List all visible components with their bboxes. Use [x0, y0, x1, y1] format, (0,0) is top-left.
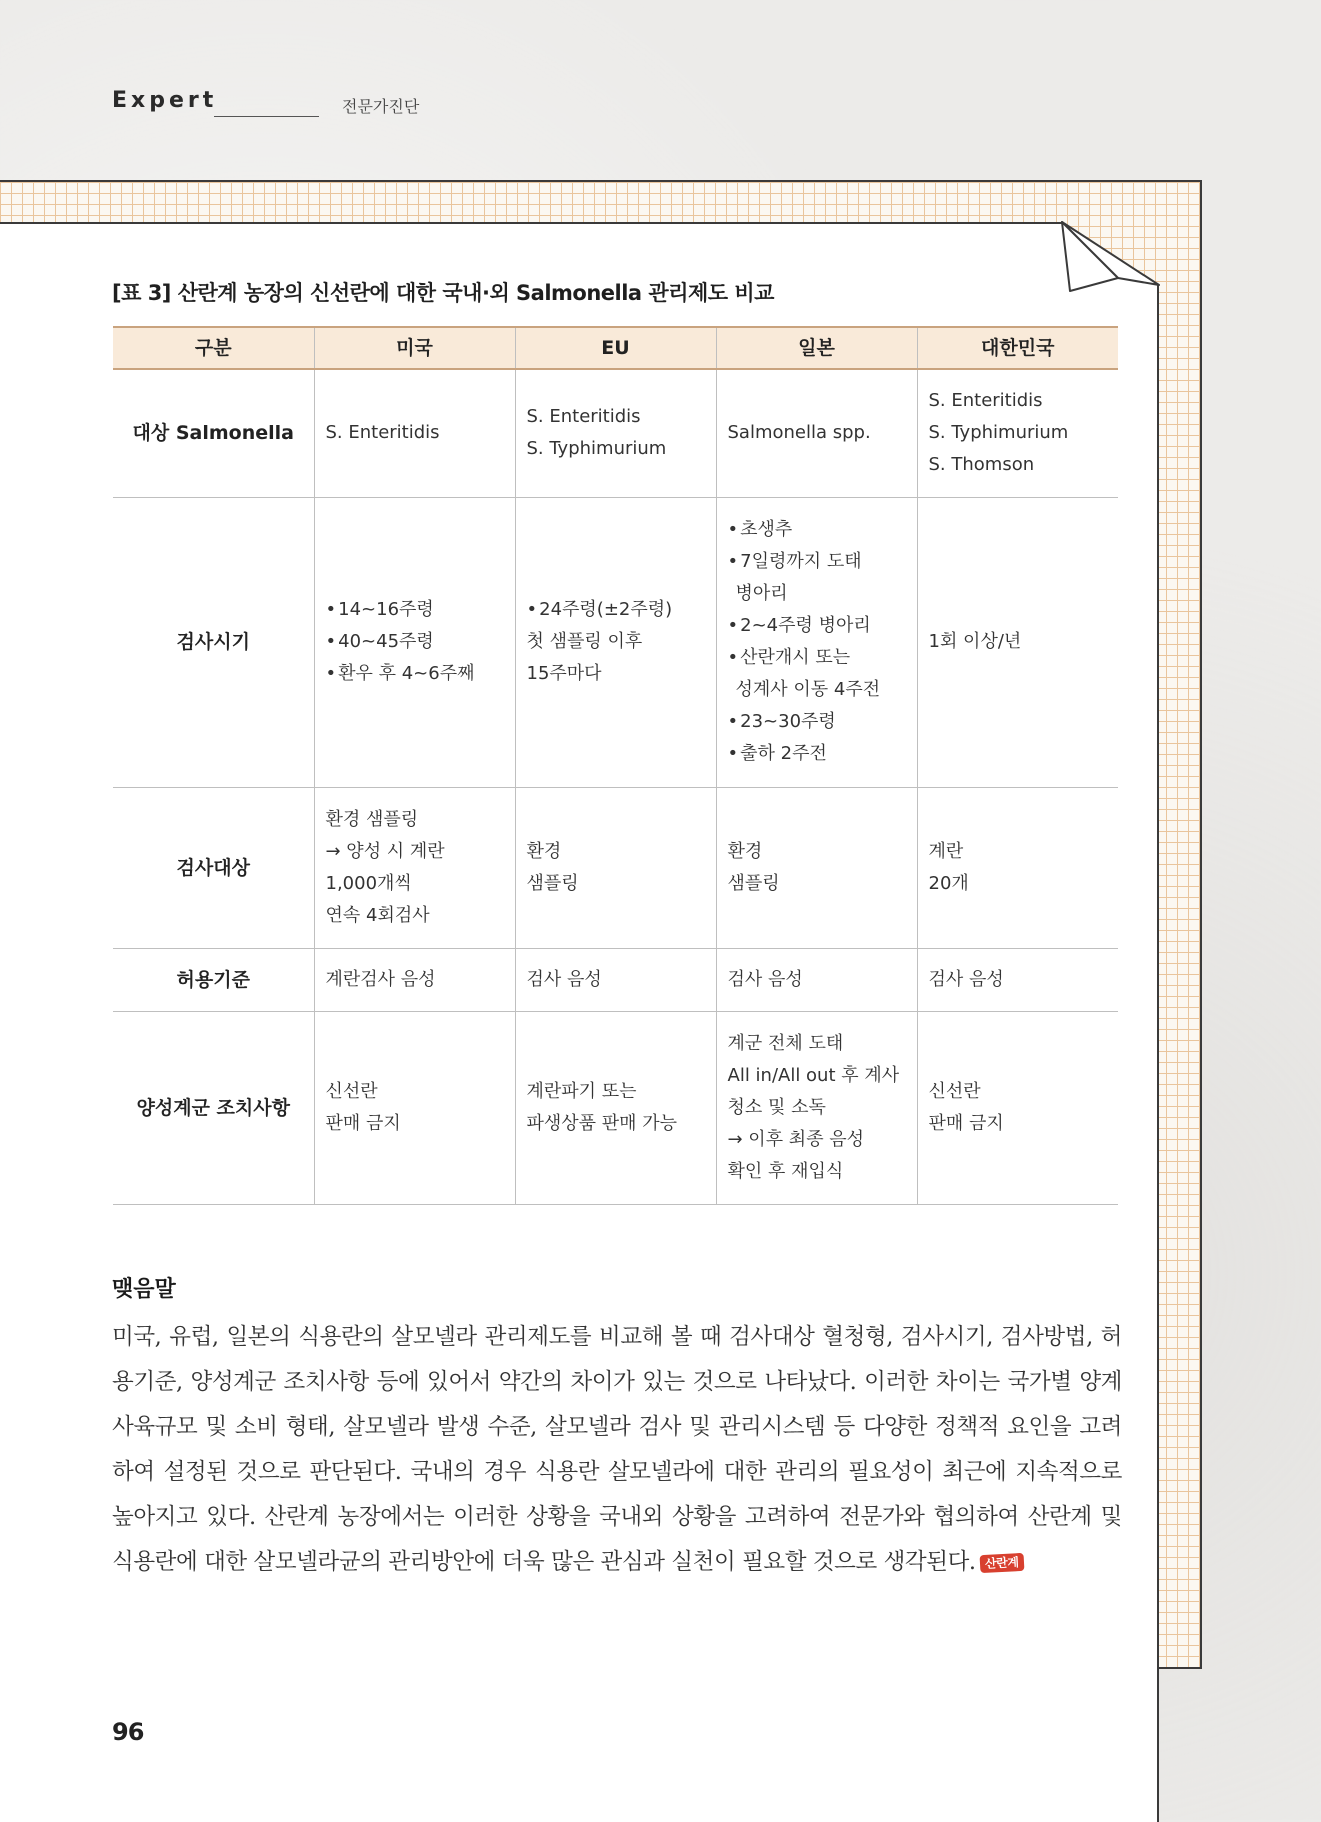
- table-cell: [314, 787, 515, 948]
- magazine-logo-stamp: 산란계: [979, 1553, 1023, 1573]
- cell-line: S. Typhimurium: [928, 422, 1069, 444]
- table-cell: [716, 1011, 917, 1204]
- cell-line: 첫 샘플링 이후: [526, 631, 643, 652]
- table-row: [113, 497, 1118, 787]
- cell-line: 샘플링: [526, 872, 579, 894]
- column-header: 구분: [113, 327, 314, 369]
- cell-line: 환경: [727, 840, 763, 862]
- bullet-item: • 초생추: [728, 514, 917, 546]
- bullet-item: • 14~16주령: [326, 594, 515, 626]
- table-row: [113, 948, 1118, 1011]
- table-cell: [314, 497, 515, 787]
- column-header: 일본: [716, 327, 917, 369]
- table-cell: [917, 948, 1118, 1011]
- table-cell: [314, 948, 515, 1011]
- cell-line: 신선란: [325, 1080, 378, 1102]
- cell-line: S. Enteritidis: [928, 390, 1043, 412]
- cell-line: 확인 후 재입식: [727, 1160, 844, 1182]
- cell-line: 청소 및 소독: [727, 1096, 826, 1118]
- conclusion-text: 미국, 유럽, 일본의 식용란의 살모넬라 관리제도를 비교해 볼 때 검사대상 혈청형, 검사시기, 검사방법, 허용기준, 양성계군 조치사항 등에 있어서 약간의 차이가 있는 것으로 나타났다. 이러한 차이는 국가별 양계 사육규모 및 소비 형태, 살모넬라 발생 수준, 살모넬라 검사 및 관리시스템 등 다양한 정책적 요인을 고려하여 설정된 것으로 판단된다. 국내의 경우 식용란 살모넬라에 대한 관리의 필요성이 최근에 지속적으로 높아지고 있다. 산란계 농장에서는 이러한 상황을 국내외 상황을 고려하여 전문가와 협의하여 산란계 및 식용란에 대한 살모넬라균의 관리방안에 더욱 많은 관심과 실천이 필요할 것으로 생각된다.: [112, 1324, 1122, 1575]
- cell-line: 계란검사 음성: [325, 968, 436, 990]
- table-row: [113, 787, 1118, 948]
- table-cell: [716, 497, 917, 787]
- bullet-item: • 24주령(±2주령): [527, 594, 716, 626]
- cell-line: 검사 음성: [526, 968, 602, 990]
- cell-line: 파생상품 판매 가능: [526, 1112, 678, 1134]
- table-cell: [515, 948, 716, 1011]
- cell-line: 1회 이상/년: [928, 631, 1022, 652]
- cell-line: S. Enteritidis: [526, 406, 641, 428]
- row-header: 양성계군 조치사항: [113, 1011, 314, 1204]
- table-cell: [917, 497, 1118, 787]
- cell-line: 환경: [526, 840, 562, 862]
- cell-line: 계란파기 또는: [526, 1080, 637, 1102]
- bullet-item: • 출하 2주전: [728, 738, 917, 770]
- comparison-table: [113, 326, 1118, 1205]
- cell-line: 샘플링: [727, 872, 780, 894]
- cell-line: 검사 음성: [928, 968, 1004, 990]
- table-cell: [314, 369, 515, 497]
- bullet-item: • 2~4주령 병아리: [728, 610, 917, 642]
- cell-line: 판매 금지: [928, 1112, 1004, 1134]
- cell-line: All in/All out 후 계사: [727, 1064, 900, 1086]
- cell-line: 1,000개씩: [325, 872, 412, 894]
- table-cell: [917, 369, 1118, 497]
- bullet-continuation: 성계사 이동 4주전: [735, 679, 881, 700]
- column-header: 미국: [314, 327, 515, 369]
- bullet-continuation: 병아리: [735, 583, 788, 604]
- conclusion-paragraph: [112, 1315, 1122, 1585]
- cell-line: → 이후 최종 음성: [727, 1128, 865, 1150]
- table-cell: [515, 497, 716, 787]
- page-fold-corner: [1060, 221, 1160, 311]
- table-cell: [716, 369, 917, 497]
- table-cell: [917, 1011, 1118, 1204]
- brand-title: Expert: [112, 88, 218, 113]
- cell-line: S. Enteritidis: [325, 422, 440, 444]
- row-header: 허용기준: [113, 948, 314, 1011]
- row-header: 검사시기: [113, 497, 314, 787]
- table-cell: [716, 787, 917, 948]
- cell-line: 20개: [928, 872, 969, 894]
- cell-line: Salmonella spp.: [727, 422, 871, 444]
- table-row: [113, 1011, 1118, 1204]
- bullet-item: • 40~45주령: [326, 626, 515, 658]
- cell-line: 검사 음성: [727, 968, 803, 990]
- row-header: 대상 Salmonella: [113, 369, 314, 497]
- cell-line: 신선란: [928, 1080, 981, 1102]
- table-cell: [515, 787, 716, 948]
- cell-line: → 양성 시 계란: [325, 840, 445, 862]
- conclusion-heading: 맺음말: [112, 1277, 176, 1302]
- cell-line: 계란: [928, 840, 964, 862]
- cell-line: 판매 금지: [325, 1112, 401, 1134]
- column-header: EU: [515, 327, 716, 369]
- cell-line: 연속 4회검사: [325, 904, 430, 926]
- row-header: 검사대상: [113, 787, 314, 948]
- table-title: [표 3] 산란계 농장의 신선란에 대한 국내·외 Salmonella 관리제도 비교: [112, 281, 774, 305]
- header-rule: [214, 116, 319, 117]
- bullet-item: • 23~30주령: [728, 706, 917, 738]
- table-row: [113, 369, 1118, 497]
- table-header-row: [113, 327, 1118, 369]
- cell-line: S. Thomson: [928, 454, 1035, 476]
- table-cell: [716, 948, 917, 1011]
- column-header: 대한민국: [917, 327, 1118, 369]
- section-title: 전문가진단: [342, 97, 420, 116]
- bullet-item: • 7일령까지 도태: [728, 546, 917, 578]
- bullet-item: • 환우 후 4~6주째: [326, 658, 515, 690]
- cell-line: 환경 샘플링: [325, 808, 419, 830]
- cell-line: 계군 전체 도태: [727, 1032, 844, 1054]
- table-cell: [917, 787, 1118, 948]
- table-cell: [515, 369, 716, 497]
- bullet-item: • 산란개시 또는: [728, 642, 917, 674]
- cell-line: 15주마다: [526, 663, 602, 684]
- cell-line: S. Typhimurium: [526, 438, 667, 460]
- table-cell: [314, 1011, 515, 1204]
- table-cell: [515, 1011, 716, 1204]
- page-number: 96: [112, 1718, 144, 1746]
